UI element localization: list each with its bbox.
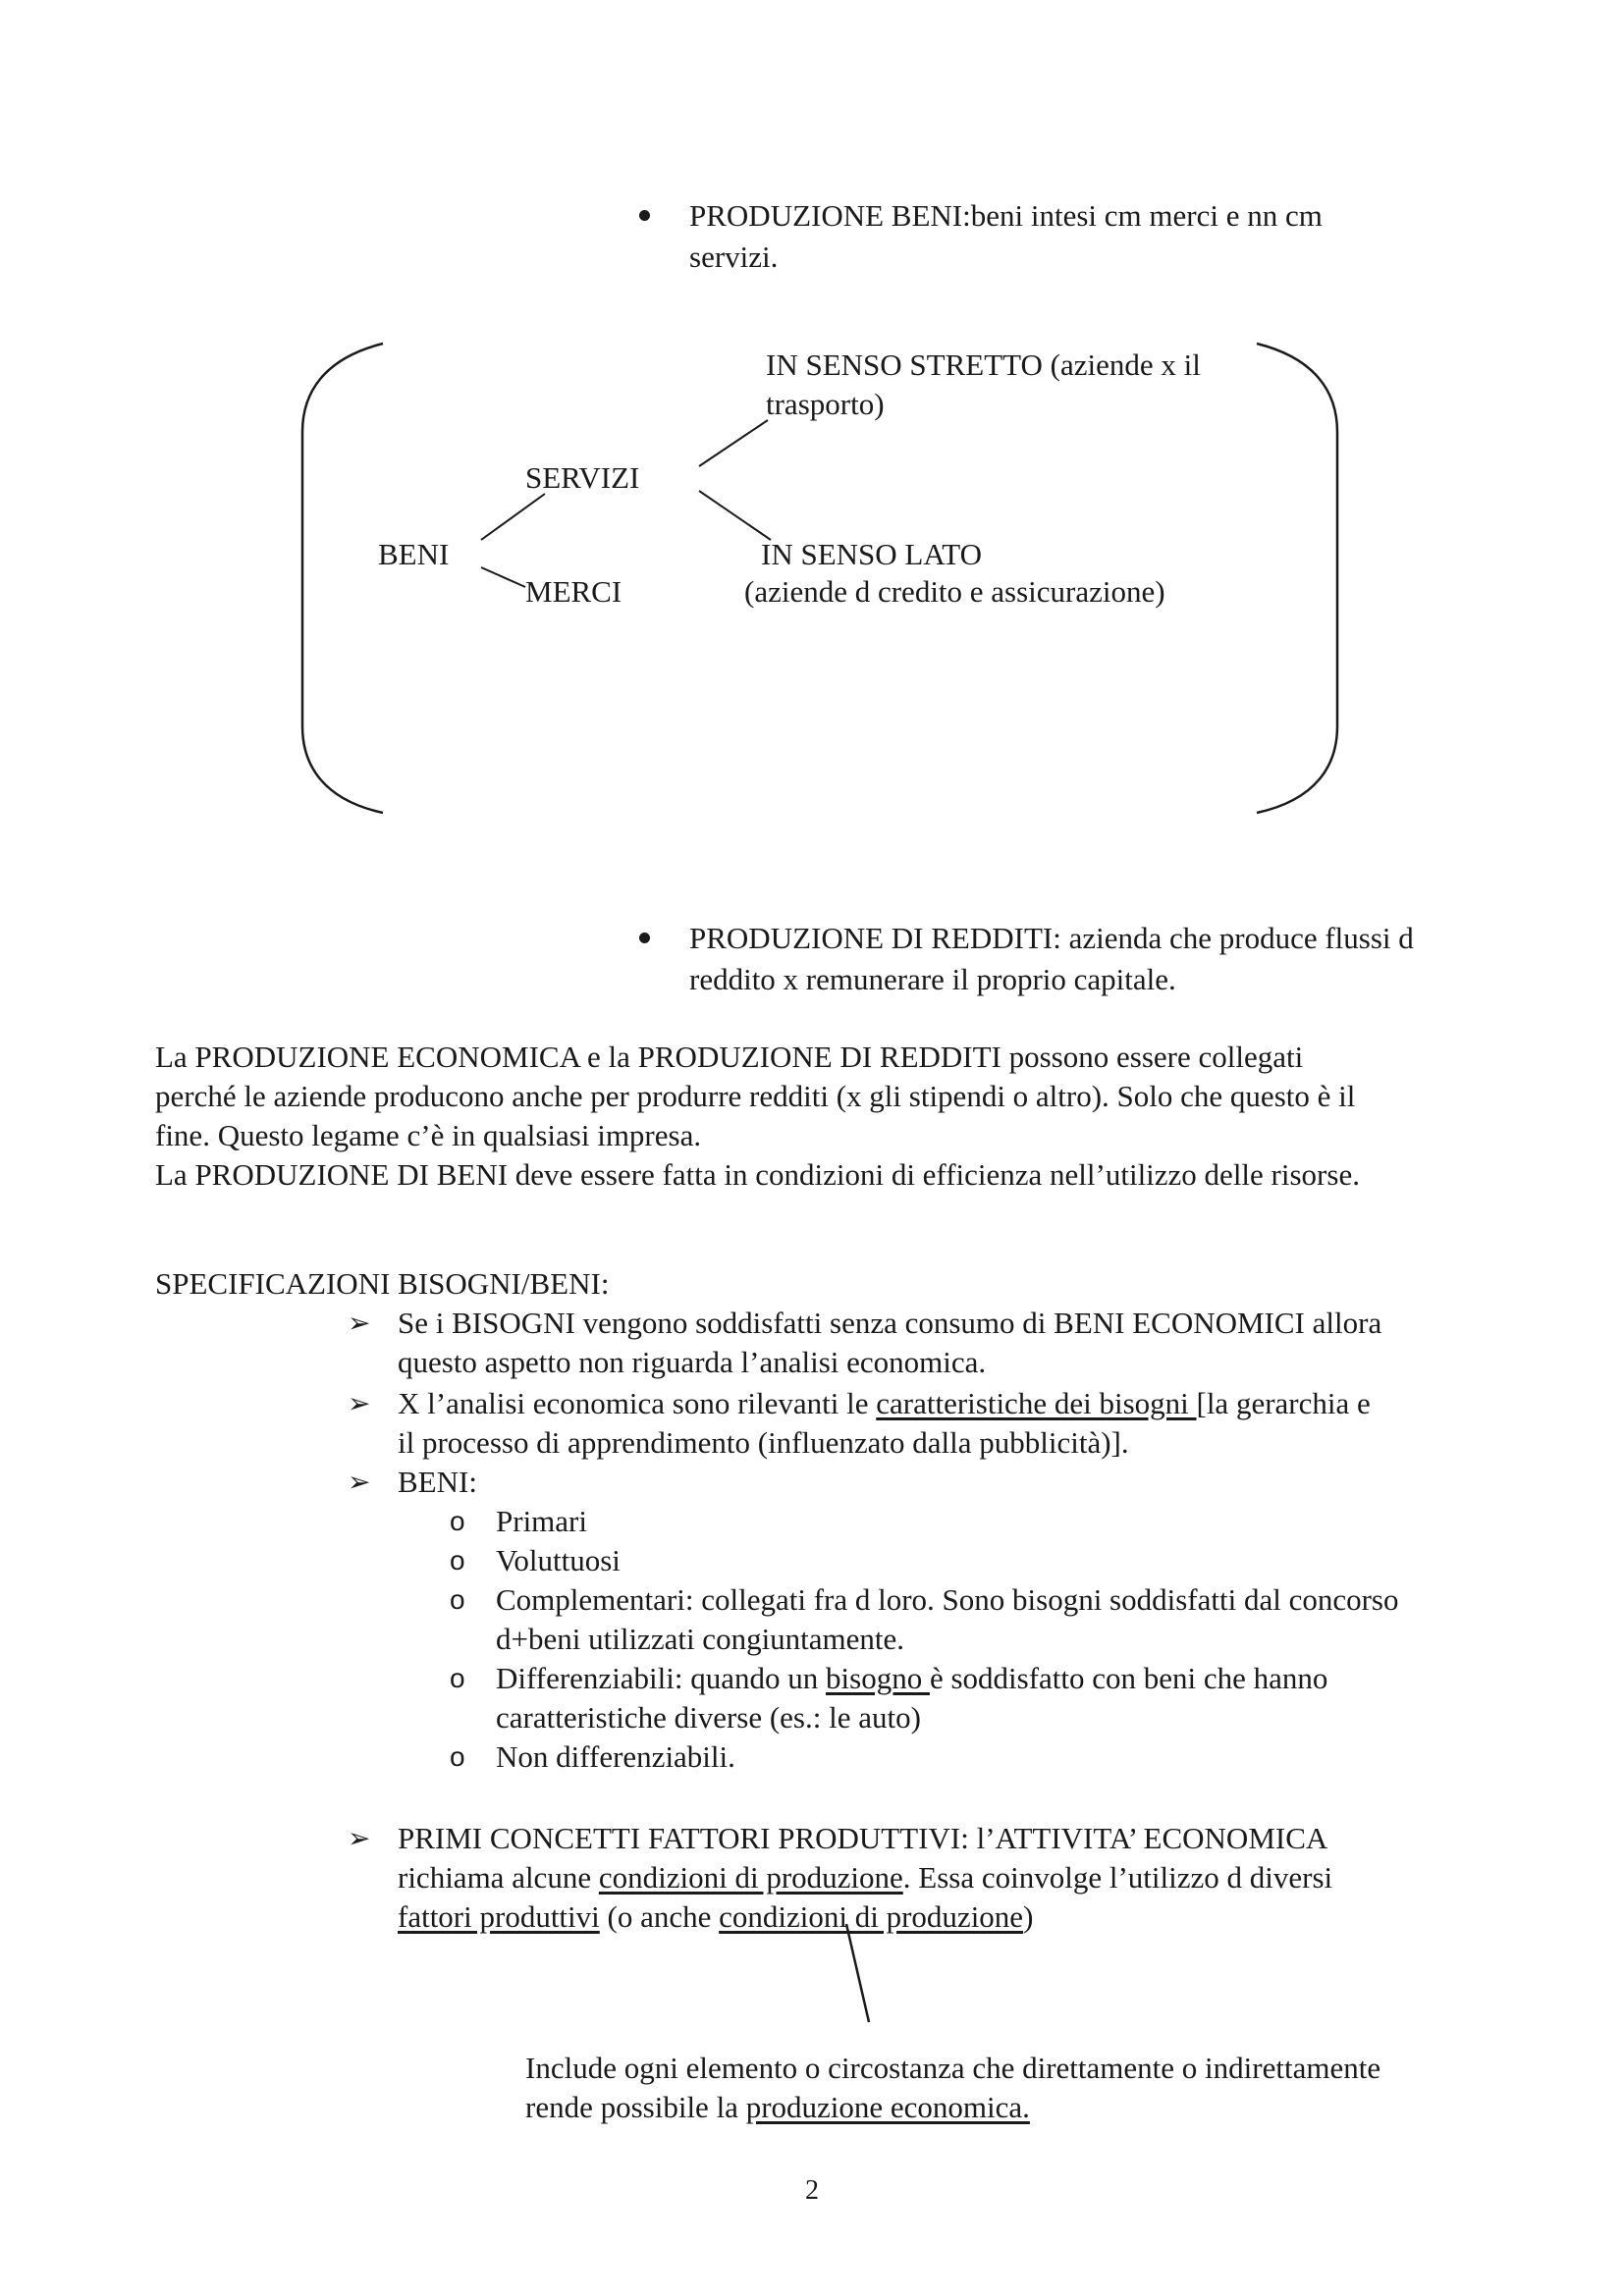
sub-item-non-differenziabili: Non differenziabili. bbox=[496, 1739, 735, 1774]
spec-item-beni: BENI: bbox=[398, 1465, 477, 1499]
arrow-bullet-icon: ➢ bbox=[348, 1307, 371, 1339]
underlined-text: bisogno bbox=[826, 1661, 930, 1695]
text-segment: richiama alcune bbox=[398, 1860, 599, 1895]
text-segment: X l’analisi economica sono rilevanti le bbox=[398, 1386, 877, 1420]
paragraph-line: fine. Questo legame c’è in qualsiasi impresa. bbox=[155, 1118, 702, 1152]
sub-item-differenziabili-line1 bbox=[496, 1659, 1327, 1698]
sub-item-primari: Primari bbox=[496, 1504, 587, 1538]
circle-bullet-icon: o bbox=[450, 1545, 465, 1575]
underlined-text: caratteristiche dei bisogni bbox=[876, 1386, 1197, 1420]
left-bracket bbox=[302, 344, 383, 813]
text-segment: ) bbox=[1023, 1899, 1034, 1934]
circle-bullet-icon: o bbox=[450, 1741, 465, 1772]
arrow-bullet-icon: ➢ bbox=[348, 1822, 371, 1854]
text-segment: Differenziabili: quando un bbox=[496, 1661, 827, 1695]
connector-beni-servizi bbox=[481, 494, 545, 540]
text-segment: (o anche bbox=[599, 1899, 720, 1934]
fattori-line1: PRIMI CONCETTI FATTORI PRODUTTIVI: l’ATTIVITA’ ECONOMICA bbox=[398, 1821, 1328, 1855]
fattori-line2 bbox=[398, 1858, 1332, 1897]
underlined-text: fattori produttivi bbox=[398, 1899, 600, 1934]
page-number: 2 bbox=[805, 2175, 819, 2206]
underlined-text: produzione economica. bbox=[745, 2090, 1030, 2124]
spec-item-analisi-line1 bbox=[398, 1384, 1371, 1423]
right-bracket bbox=[1257, 344, 1337, 813]
note-line1: Include ogni elemento o circostanza che direttamente o indirettamente bbox=[525, 2051, 1381, 2085]
diagram-servizi: SERVIZI bbox=[525, 460, 640, 495]
sub-item-differenziabili-line2: caratteristiche diverse (es.: le auto) bbox=[496, 1700, 921, 1735]
connector-servizi-lato bbox=[699, 491, 771, 540]
bullet-dot bbox=[639, 210, 650, 221]
diagram-merci: MERCI bbox=[525, 574, 622, 609]
bullet-dot bbox=[639, 933, 650, 943]
diagram-lato-line1: IN SENSO LATO bbox=[761, 537, 983, 571]
bullet-produzione-beni-line1: PRODUZIONE BENI:beni intesi cm merci e nn cm bbox=[689, 198, 1323, 233]
circle-bullet-icon: o bbox=[450, 1506, 465, 1536]
spec-item-analisi-line2: il processo di apprendimento (influenzato dalla pubblicità)]. bbox=[398, 1425, 1129, 1460]
paragraph-line: perché le aziende producono anche per produrre redditi (x gli stipendi o altro). Solo che questo è il bbox=[155, 1079, 1356, 1113]
connector-servizi-stretto bbox=[699, 420, 768, 466]
spec-item-bisogni-line2: questo aspetto non riguarda l’analisi economica. bbox=[398, 1345, 987, 1379]
underlined-text: condizioni di produzione bbox=[598, 1860, 903, 1895]
text-segment: è soddisfatto con beni che hanno bbox=[929, 1661, 1328, 1695]
spec-item-bisogni-line1: Se i BISOGNI vengono soddisfatti senza consumo di BENI ECONOMICI allora bbox=[398, 1306, 1382, 1340]
circle-bullet-icon: o bbox=[450, 1663, 465, 1693]
connector-beni-merci bbox=[481, 567, 525, 587]
diagram-beni: BENI bbox=[378, 537, 450, 571]
arrow-bullet-icon: ➢ bbox=[348, 1387, 371, 1419]
underlined-text: condizioni di produzione bbox=[719, 1899, 1024, 1934]
text-segment: . Essa coinvolge l’utilizzo d diversi bbox=[902, 1860, 1333, 1895]
sub-item-complementari-line1: Complementari: collegati fra d loro. Sono bisogni soddisfatti dal concorso bbox=[496, 1582, 1399, 1617]
paragraph-line: La PRODUZIONE ECONOMICA e la PRODUZIONE DI REDDITI possono essere collegati bbox=[155, 1040, 1304, 1074]
arrow-bullet-icon: ➢ bbox=[348, 1466, 371, 1498]
bullet-produzione-beni-line2: servizi. bbox=[689, 240, 779, 274]
paragraph-line: La PRODUZIONE DI BENI deve essere fatta in condizioni di efficienza nell’utilizzo delle risorse. bbox=[155, 1157, 1360, 1192]
bullet-produzione-redditi-line2: reddito x remunerare il proprio capitale. bbox=[689, 962, 1176, 996]
bullet-produzione-redditi-line1: PRODUZIONE DI REDDITI: azienda che produce flussi d bbox=[689, 921, 1414, 955]
diagram-stretto-line1: IN SENSO STRETTO (aziende x il bbox=[766, 347, 1201, 382]
section-heading: SPECIFICAZIONI BISOGNI/BENI: bbox=[155, 1266, 610, 1301]
text-segment: rende possibile la bbox=[525, 2090, 746, 2124]
sub-item-complementari-line2: d+beni utilizzati congiuntamente. bbox=[496, 1622, 905, 1656]
sub-item-voluttuosi: Voluttuosi bbox=[496, 1543, 621, 1577]
fattori-line3 bbox=[398, 1897, 1033, 1937]
note-line2 bbox=[525, 2088, 1030, 2127]
connector-note-pointer bbox=[846, 1924, 869, 2022]
circle-bullet-icon: o bbox=[450, 1584, 465, 1615]
diagram-lato-line2: (aziende d credito e assicurazione) bbox=[744, 574, 1165, 609]
diagram-stretto-line2: trasporto) bbox=[766, 387, 885, 421]
text-segment: [la gerarchia e bbox=[1196, 1386, 1371, 1420]
